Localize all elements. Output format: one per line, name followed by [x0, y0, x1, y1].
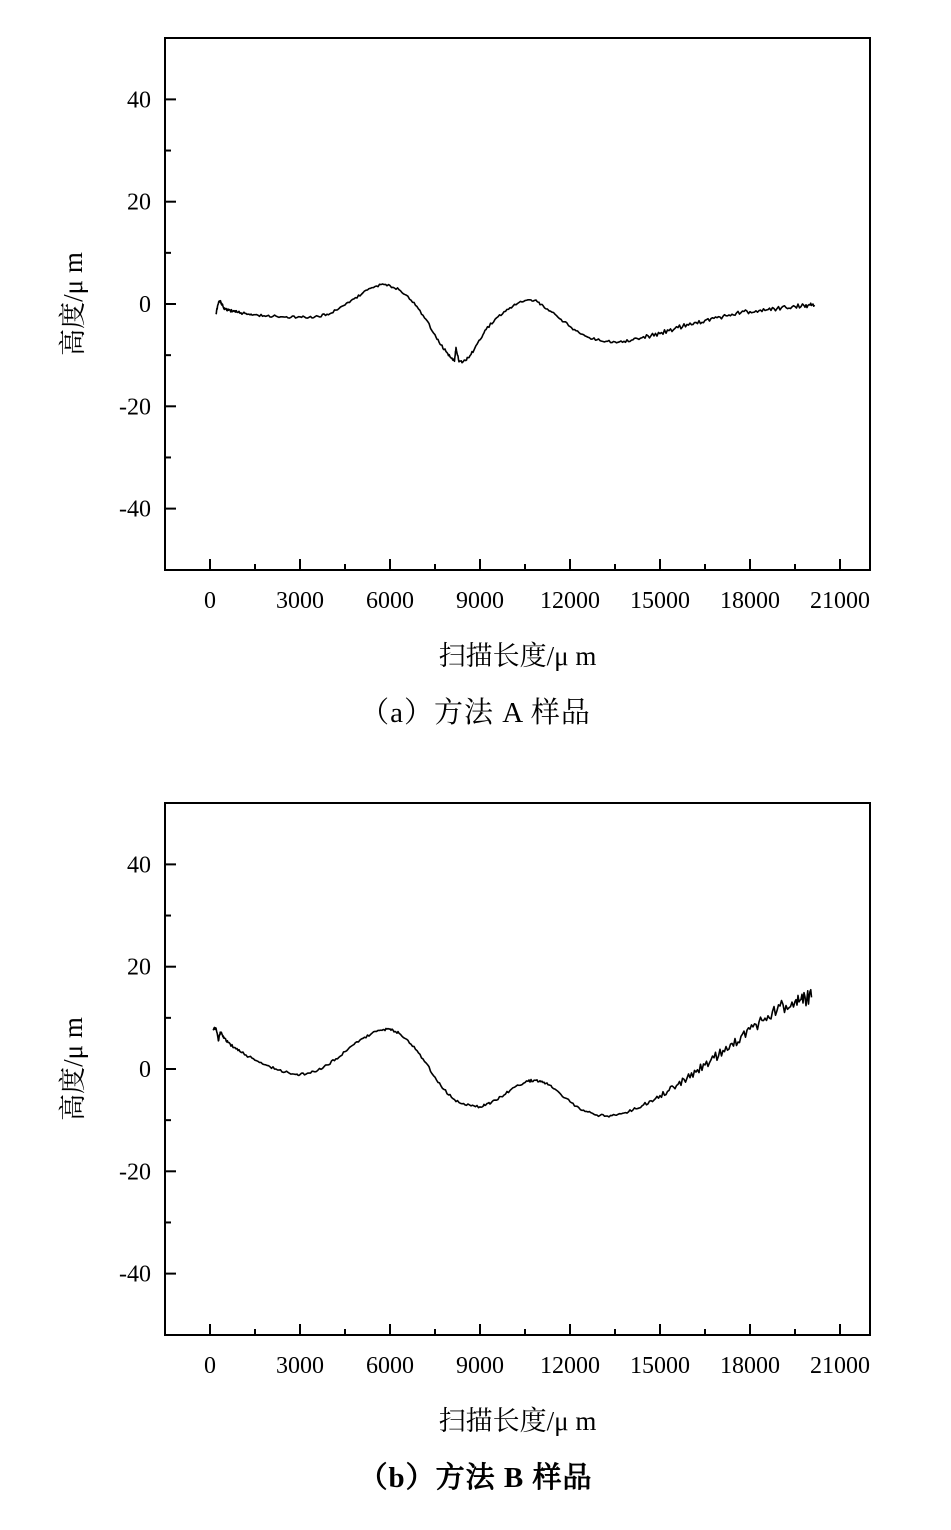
chart-b-ytick-label: 0	[139, 1057, 151, 1083]
chart-b-xtick-label: 15000	[630, 1353, 690, 1379]
chart-b-xtick-label: 3000	[276, 1353, 324, 1379]
chart-a-ytick-label: 40	[127, 87, 151, 114]
chart-b-ytick-label: -20	[119, 1159, 151, 1186]
caption-a	[0, 690, 951, 731]
chart-b	[0, 765, 951, 1436]
caption-b-text: （b）方法 B 样品	[358, 1462, 593, 1494]
chart-a-xaxis-title: 扫描长度/μ m	[438, 641, 597, 671]
chart-a-xtick-label: 3000	[276, 588, 324, 614]
chart-a-xtick-label: 15000	[630, 588, 690, 614]
caption-a-text: （a）方法 A 样品	[360, 697, 591, 729]
chart-a-yaxis-title: 高度/μ m	[58, 252, 88, 356]
chart-a-data-line	[216, 284, 815, 363]
chart-a-svg	[0, 0, 951, 671]
chart-a-xtick-label: 18000	[720, 588, 780, 614]
chart-b-xtick-label: 18000	[720, 1353, 780, 1379]
chart-b-yaxis-title: 高度/μ m	[58, 1017, 88, 1121]
chart-a-ytick-label: 20	[127, 189, 151, 216]
chart-b-svg	[0, 765, 951, 1436]
chart-b-xtick-label: 6000	[366, 1353, 414, 1379]
chart-b-ytick-label: -40	[119, 1261, 151, 1288]
chart-a-xtick-label: 9000	[456, 588, 504, 614]
chart-a-ytick-label: -20	[119, 394, 151, 421]
chart-a-xtick-label: 6000	[366, 588, 414, 614]
chart-b-xtick-label: 9000	[456, 1353, 504, 1379]
chart-a-xtick-label: 12000	[540, 588, 600, 614]
chart-b-data-line	[213, 990, 812, 1117]
chart-a	[0, 0, 951, 671]
chart-b-ytick-label: 20	[127, 954, 151, 981]
chart-b-xtick-label: 12000	[540, 1353, 600, 1379]
caption-b	[0, 1455, 951, 1496]
chart-a-ytick-label: 0	[139, 292, 151, 318]
figure-panel-b	[0, 765, 951, 1530]
chart-a-xtick-label: 21000	[810, 588, 870, 614]
chart-b-xtick-label: 21000	[810, 1353, 870, 1379]
chart-a-ytick-label: -40	[119, 496, 151, 523]
chart-a-xtick-label: 0	[204, 588, 216, 614]
chart-b-plot-frame	[165, 803, 870, 1335]
chart-b-xtick-label: 0	[204, 1353, 216, 1379]
chart-b-ytick-label: 40	[127, 852, 151, 879]
chart-b-xaxis-title: 扫描长度/μ m	[438, 1406, 597, 1436]
